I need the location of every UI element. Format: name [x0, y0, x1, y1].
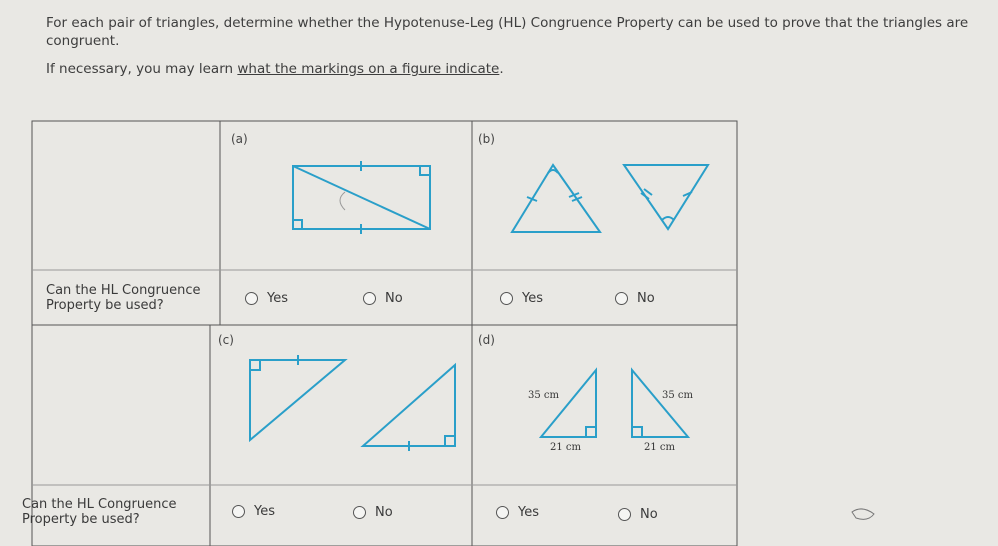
instructions-suffix: . [499, 61, 504, 77]
table-border [32, 121, 737, 546]
d-left-leg: 21 cm [550, 442, 581, 453]
radio-circle-icon [618, 508, 631, 521]
d-right-hypotenuse: 35 cm [662, 390, 693, 401]
radio-circle-icon [500, 292, 513, 305]
radio-circle-icon [496, 506, 509, 519]
radio-circle-icon [363, 292, 376, 305]
question-label-row2: Can the HL Congruence Property be used? [22, 497, 177, 527]
instructions-line1: For each pair of triangles, determine whether the Hypotenuse-Leg (HL) Congruence Property can be used to prove that the triangles are congruent. [46, 15, 969, 49]
d-yes-radio[interactable]: Yes [496, 505, 539, 520]
d-left-hypotenuse: 35 cm [528, 390, 559, 401]
c-yes-radio[interactable]: Yes [232, 504, 275, 519]
radio-circle-icon [353, 506, 366, 519]
question-label-row1: Can the HL Congruence Property be used? [46, 283, 201, 313]
figure-c [250, 355, 455, 451]
panel-c-tag: (c) [218, 333, 234, 347]
figure-b [512, 165, 708, 232]
radio-circle-icon [245, 292, 258, 305]
b-no-radio[interactable]: No [615, 291, 655, 306]
a-yes-radio[interactable]: Yes [245, 291, 288, 306]
instructions-prefix: If necessary, you may learn [46, 61, 238, 77]
a-no-radio[interactable]: No [363, 291, 403, 306]
radio-circle-icon [615, 292, 628, 305]
d-no-radio[interactable]: No [618, 507, 658, 522]
panel-b-tag: (b) [478, 132, 495, 146]
figure-d [541, 370, 688, 437]
radio-circle-icon [232, 505, 245, 518]
c-no-radio[interactable]: No [353, 505, 393, 520]
panel-a-tag: (a) [231, 132, 248, 146]
figure-a [293, 161, 430, 234]
d-right-leg: 21 cm [644, 442, 675, 453]
panel-d-tag: (d) [478, 333, 495, 347]
markings-help-link[interactable]: what the markings on a figure indicate [237, 61, 500, 77]
b-yes-radio[interactable]: Yes [500, 291, 543, 306]
